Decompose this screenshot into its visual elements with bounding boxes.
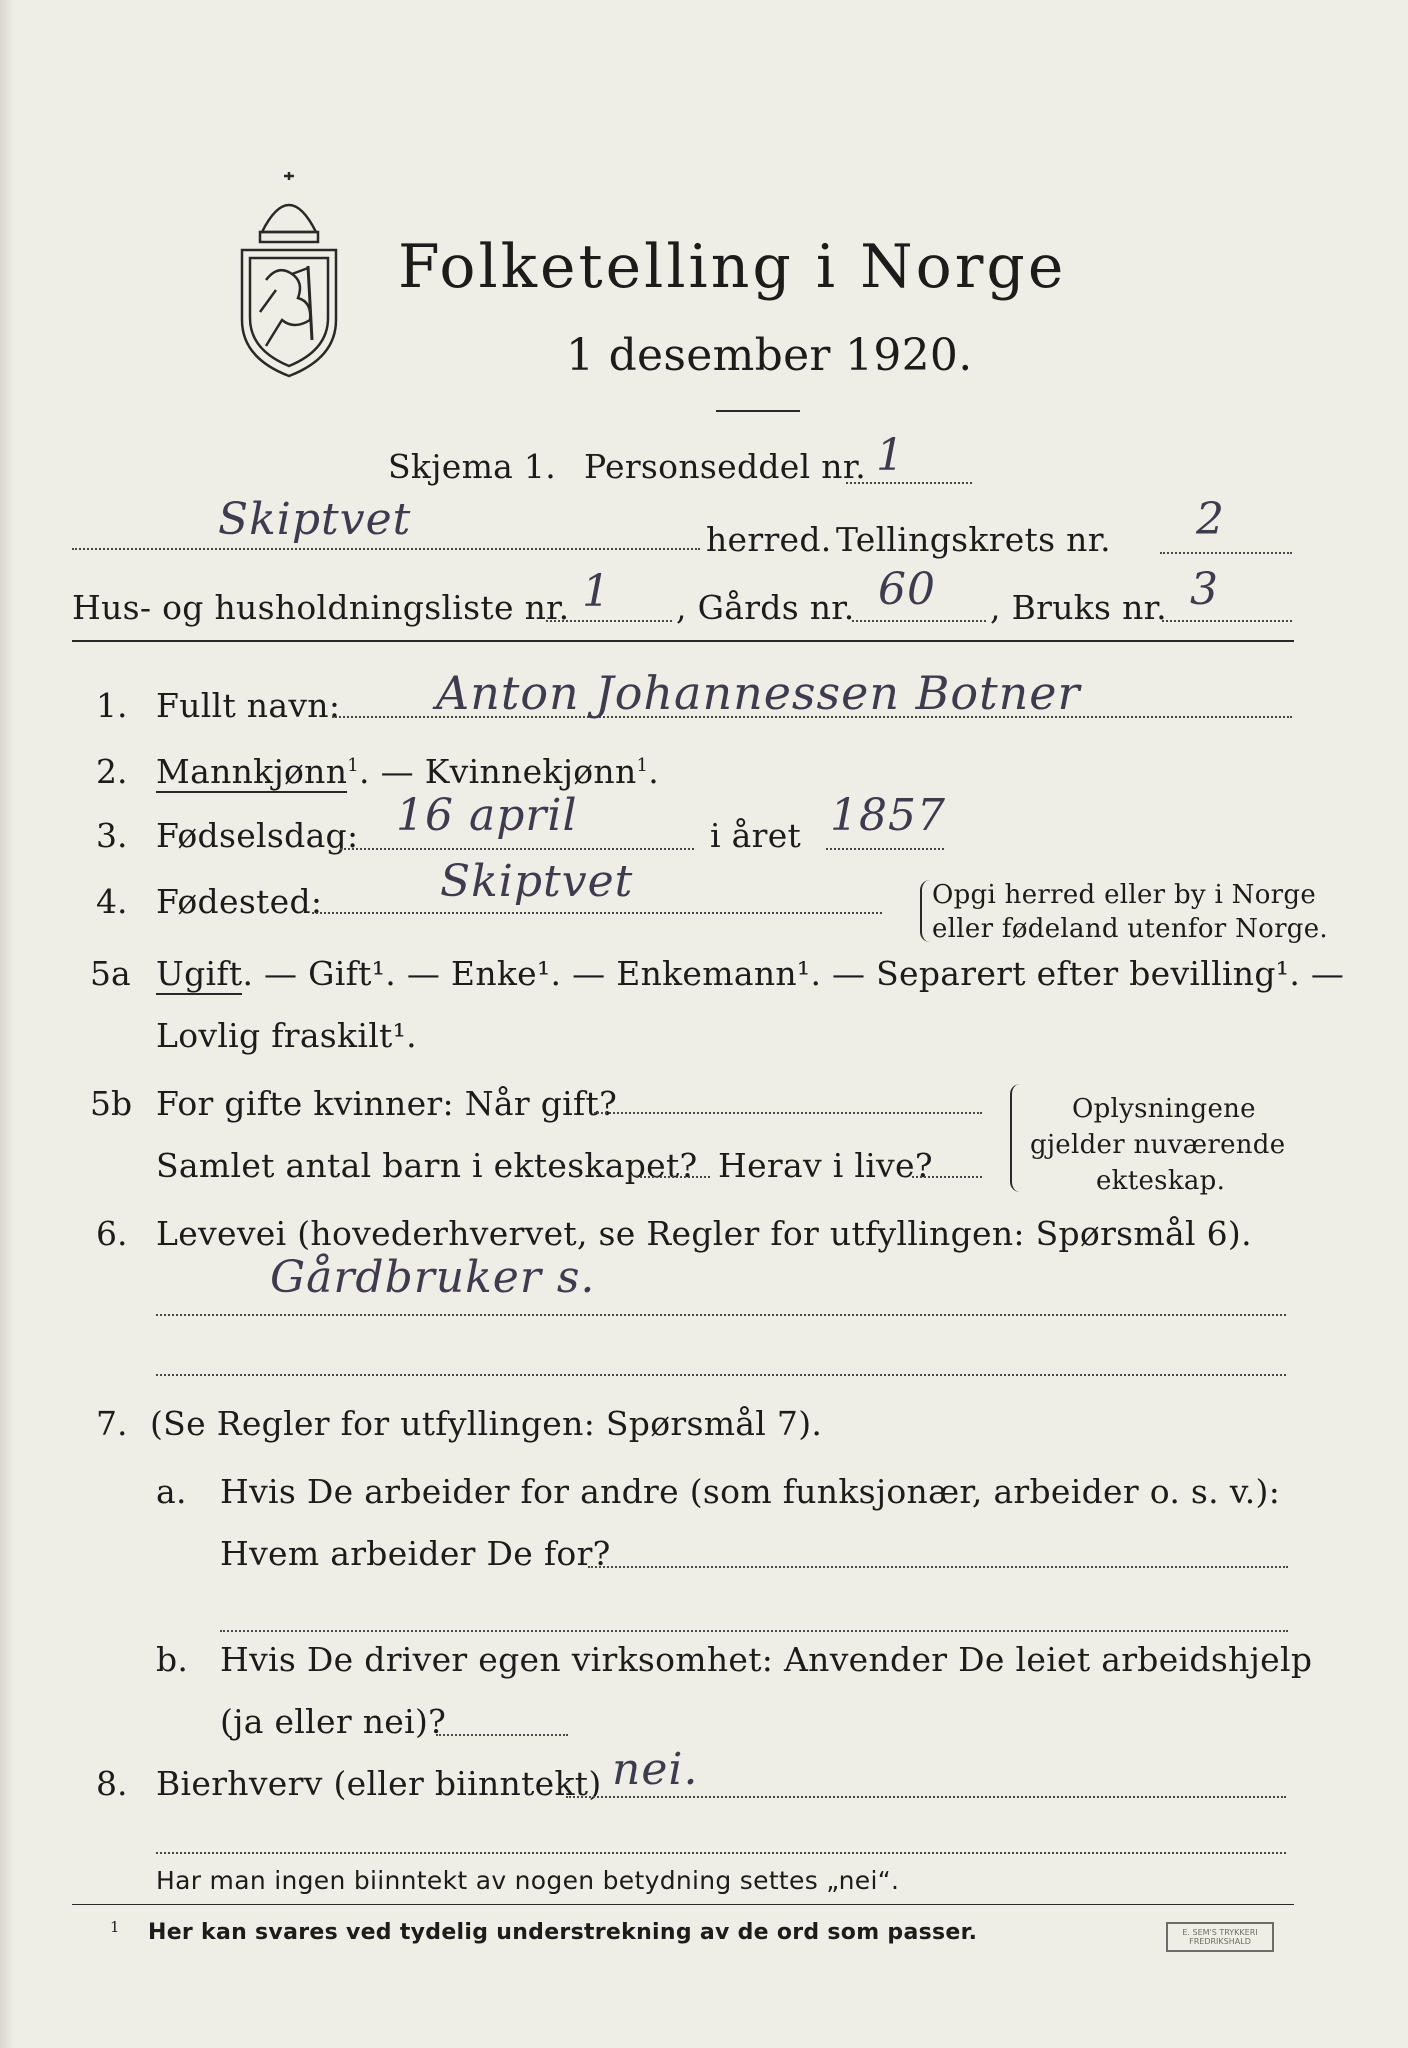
q6-label: Levevei (hovederhvervet, se Regler for utfyllingen: Spørsmål 6). bbox=[156, 1214, 1252, 1253]
q7-label: (Se Regler for utfyllingen: Spørsmål 7). bbox=[150, 1404, 823, 1443]
q1-answer: Anton Johannessen Botner bbox=[436, 666, 1081, 720]
personseddel-field-line bbox=[846, 482, 972, 484]
q7b-line1: Hvis De driver egen virksomhet: Anvender De leiet arbeidshjelp bbox=[220, 1640, 1313, 1679]
footer-divider bbox=[72, 1904, 1294, 1905]
bruks-value: 3 bbox=[1190, 564, 1219, 615]
q7-number: 7. bbox=[96, 1404, 128, 1443]
ugift-option: Ugift bbox=[156, 954, 243, 993]
option-separator: . — bbox=[359, 752, 425, 791]
footnote-text: Her kan svares ved tydelig understrekning av de ord som passer. bbox=[148, 1920, 978, 1945]
tellingskrets-value: 2 bbox=[1196, 494, 1225, 545]
q5b-note-line2: gjelder nuværende bbox=[1030, 1130, 1286, 1160]
q5a-other-options: . — Gift¹. — Enke¹. — Enkemann¹. — Separert efter bevilling¹. — bbox=[242, 954, 1345, 993]
q3-day-answer: 16 april bbox=[396, 790, 578, 841]
herred-field-line bbox=[72, 548, 700, 550]
q4-note-line2: eller fødeland utenfor Norge. bbox=[932, 914, 1328, 944]
q3-year-field-line bbox=[826, 848, 944, 850]
q4-note-brace bbox=[920, 880, 932, 942]
q3-label: Fødselsdag: bbox=[156, 816, 359, 855]
q4-field-line bbox=[312, 912, 882, 914]
q5b-line1: For gifte kvinner: Når gift? bbox=[156, 1084, 618, 1123]
q6-field-line-2 bbox=[156, 1374, 1286, 1376]
bruks-label: , Bruks nr. bbox=[990, 588, 1167, 627]
q3-year-answer: 1857 bbox=[830, 790, 946, 841]
q4-answer: Skiptvet bbox=[440, 856, 634, 907]
q3-day-field-line bbox=[340, 848, 694, 850]
q8-answer: nei. bbox=[612, 1744, 699, 1795]
female-option: Kvinnekjønn bbox=[424, 752, 637, 791]
q6-number: 6. bbox=[96, 1214, 128, 1253]
q7b-line2: (ja eller nei)? bbox=[220, 1702, 447, 1741]
q1-number: 1. bbox=[96, 686, 128, 725]
herred-label: herred. bbox=[706, 520, 832, 559]
q5a-options bbox=[156, 954, 1344, 993]
male-option: Mannkjønn bbox=[156, 752, 348, 791]
q7a-field-line-1 bbox=[588, 1566, 1288, 1568]
husliste-value: 1 bbox=[582, 566, 611, 617]
tellingskrets-field-line bbox=[1160, 552, 1292, 554]
q8-field-line-2 bbox=[156, 1852, 1286, 1854]
q8-number: 8. bbox=[96, 1764, 128, 1803]
q5b-children-field-line bbox=[636, 1176, 710, 1178]
q5b-alive-label: Herav i live? bbox=[718, 1146, 933, 1185]
q8-label: Bierhverv (eller biinntekt) bbox=[156, 1764, 602, 1803]
q5b-note-brace bbox=[1010, 1084, 1024, 1192]
q5b-alive-field-line bbox=[912, 1176, 982, 1178]
header-divider bbox=[72, 640, 1294, 642]
husliste-label: Hus- og husholdningsliste nr. bbox=[72, 588, 570, 627]
footnote-marker: 1 bbox=[636, 755, 649, 776]
gards-value: 60 bbox=[878, 564, 936, 615]
q3-number: 3. bbox=[96, 816, 128, 855]
q5a-line2: Lovlig fraskilt¹. bbox=[156, 1016, 417, 1055]
q2-number: 2. bbox=[96, 752, 128, 791]
q7a-field-line-2 bbox=[220, 1630, 1288, 1632]
q5b-note-line3: ekteskap. bbox=[1096, 1166, 1226, 1196]
husliste-field-line bbox=[546, 620, 672, 622]
q4-note-line1: Opgi herred eller by i Norge bbox=[932, 880, 1317, 910]
printer-stamp bbox=[1166, 1922, 1274, 1952]
q4-label: Fødested: bbox=[156, 882, 323, 921]
tellingskrets-label: Tellingskrets nr. bbox=[836, 520, 1111, 559]
printer-stamp-line1: E. SEM'S TRYKKERI bbox=[1182, 1928, 1258, 1937]
q5b-children-label: Samlet antal barn i ekteskapet? bbox=[156, 1146, 698, 1185]
personseddel-value: 1 bbox=[876, 430, 905, 481]
q7b-field-line bbox=[436, 1734, 568, 1736]
herred-value: Skiptvet bbox=[218, 494, 412, 545]
printer-stamp-line2: FREDRIKSHALD bbox=[1189, 1937, 1251, 1946]
q1-label: Fullt navn: bbox=[156, 686, 341, 725]
q4-number: 4. bbox=[96, 882, 128, 921]
bruks-field-line bbox=[1162, 620, 1292, 622]
q8-field-line-1 bbox=[566, 1796, 1286, 1798]
option-end: . bbox=[648, 752, 660, 791]
q7a-line2: Hvem arbeider De for? bbox=[220, 1534, 611, 1573]
footer-note: Har man ingen biinntekt av nogen betydning settes „nei“. bbox=[156, 1866, 900, 1895]
gards-field-line bbox=[852, 620, 986, 622]
footnote-mark: 1 bbox=[110, 1918, 120, 1936]
form-title: Folketelling i Norge bbox=[398, 232, 1067, 302]
q2-options bbox=[156, 752, 659, 791]
q6-field-line-1 bbox=[156, 1314, 1286, 1316]
schema-label: Skjema 1. bbox=[388, 447, 557, 486]
q5b-when-field-line bbox=[594, 1112, 982, 1114]
q3-year-label: i året bbox=[710, 816, 802, 855]
q6-answer: Gårdbruker s. bbox=[270, 1252, 596, 1303]
norwegian-coat-of-arms-icon bbox=[232, 170, 346, 380]
q5a-number: 5a bbox=[90, 954, 131, 993]
title-divider bbox=[716, 410, 800, 412]
census-date: 1 desember 1920. bbox=[566, 330, 973, 381]
q5b-note-line1: Oplysningene bbox=[1072, 1094, 1256, 1124]
gards-label: , Gårds nr. bbox=[676, 588, 855, 627]
footnote-marker: 1 bbox=[347, 755, 360, 776]
q5b-number: 5b bbox=[90, 1084, 133, 1123]
q7a-letter: a. bbox=[156, 1472, 187, 1511]
q7b-letter: b. bbox=[156, 1640, 189, 1679]
q7a-line1: Hvis De arbeider for andre (som funksjonær, arbeider o. s. v.): bbox=[220, 1472, 1281, 1511]
page-edge-shadow bbox=[0, 0, 14, 2048]
personseddel-label: Personseddel nr. bbox=[584, 447, 867, 486]
